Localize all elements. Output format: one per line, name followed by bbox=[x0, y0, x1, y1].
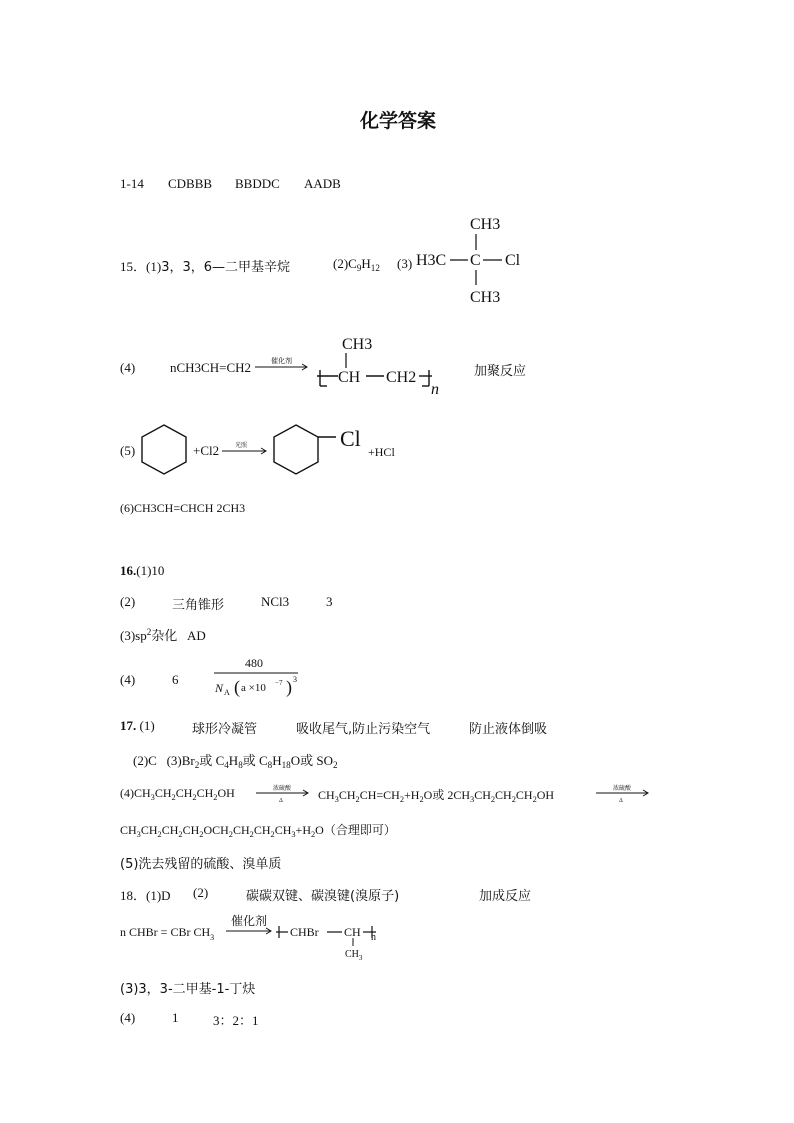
q18-p2-groups: 碳碳双键、碳溴键(溴原子) bbox=[246, 889, 400, 904]
q15-p2: $(2)C_9H_{12}$ bbox=[333, 256, 380, 273]
q18-prod-n: n bbox=[371, 932, 376, 943]
q15-p5-hcl: +HCl bbox=[368, 445, 395, 459]
q17-p1-label: 17. (1) bbox=[120, 718, 155, 733]
q15-number: 15．(1)3，3，6—二甲基辛烷 bbox=[120, 259, 291, 275]
struct-right-cl: Cl bbox=[505, 252, 521, 269]
page-title: 化学答案 bbox=[360, 110, 437, 132]
fraction-inner: a ×10 bbox=[241, 682, 266, 694]
q16-p2-label: (2) bbox=[120, 594, 136, 609]
cyclohexane-ring bbox=[140, 424, 192, 476]
q17-p4-right1: $CH_3CH_2CH=CH_2+H_2O$或 $2CH_3CH_2CH_2CH_2OH$ bbox=[318, 788, 555, 804]
q18-p2-label: (2) bbox=[193, 885, 209, 900]
arrow2-catalyst: 浓硫酸 bbox=[613, 785, 632, 792]
q15-p4-type: 加聚反应 bbox=[474, 364, 527, 379]
q17-p1-c: 防止液体倒吸 bbox=[469, 722, 548, 737]
q15-p5-label: (5) bbox=[120, 443, 136, 458]
q17-p4-arrow-1 bbox=[256, 783, 312, 805]
q16-p2-value: 3 bbox=[326, 594, 333, 609]
q18-p4-b: 3：2：1 bbox=[213, 1013, 259, 1028]
polymer-ch2: CH2 bbox=[386, 369, 417, 386]
q15-p6: (6)CH3CH=CHCH 2CH3 bbox=[120, 501, 246, 515]
q18-p4-label: (4) bbox=[120, 1010, 136, 1025]
q16-p2-shape: 三角锥形 bbox=[172, 598, 225, 613]
q15-p5-arrow bbox=[222, 440, 270, 460]
q17-p2-p3: (2)C $(3)Br_2$或 $C_4H_8$或 $C_8H_{18}O$或 $SO_2$ bbox=[133, 753, 338, 770]
polymer-n: n bbox=[431, 381, 439, 398]
q17-p5: (5)洗去残留的硫酸、溴单质 bbox=[120, 857, 282, 872]
chlorocyclohexane bbox=[272, 424, 372, 476]
q15-p4-arrow bbox=[255, 356, 311, 376]
q15-p1-answer: 3，3，6—二甲基辛烷 bbox=[161, 260, 291, 275]
mc-group-3: AADB bbox=[304, 176, 341, 191]
q18-p1: 18．(1)D bbox=[120, 888, 171, 903]
q16-p4-label: (4) bbox=[120, 672, 136, 687]
arrow1-heat: Δ bbox=[279, 798, 283, 804]
q17-p4-arrow-2 bbox=[596, 783, 652, 805]
fraction-inner-exp: −7 bbox=[275, 679, 283, 687]
q17-p4-line2: $CH_3CH_2CH_2CH_2OCH_2CH_2CH_2CH_3+H_2O$（合理即可） bbox=[120, 823, 396, 839]
struct-center-c: C bbox=[470, 252, 481, 269]
fraction-numerator: 480 bbox=[245, 656, 263, 670]
fraction-na: N bbox=[215, 681, 224, 695]
q18-reaction bbox=[120, 912, 390, 964]
q18-reactant: n CHBr = CBr $CH_3$ bbox=[120, 925, 215, 942]
q15-p3-label: (3) bbox=[397, 256, 413, 271]
q16-p4-fraction bbox=[212, 654, 312, 700]
mc-group-1: CDBBB bbox=[168, 176, 213, 191]
q17-p1-b: 吸收尾气,防止污染空气 bbox=[296, 722, 431, 737]
arrow2-heat: Δ bbox=[619, 798, 623, 804]
q16-p2-formula: NCl3 bbox=[261, 594, 290, 609]
q18-p3: (3)3，3-二甲基-1-丁炔 bbox=[120, 982, 256, 997]
q15-p4-catalyst: 催化剂 bbox=[271, 357, 292, 365]
arrow1-catalyst: 浓硫酸 bbox=[273, 785, 292, 792]
fraction-outer-exp: 3 bbox=[293, 675, 297, 684]
mc-group-2: BBDDC bbox=[235, 176, 280, 191]
chloro-label: Cl bbox=[340, 426, 361, 451]
q15-p4-label: (4) bbox=[120, 360, 136, 375]
polymer-methyl: CH3 bbox=[342, 336, 373, 353]
struct-left-h3c: H3C bbox=[416, 252, 447, 269]
fraction-na-sub: A bbox=[224, 688, 230, 697]
fraction-paren-left: ( bbox=[234, 677, 240, 697]
fraction-paren-right: ) bbox=[286, 677, 292, 697]
q15-structure-diagram bbox=[410, 212, 540, 312]
q18-prod-ch: CH bbox=[344, 925, 361, 939]
q15-p2-formula: $C_9H_{12}$ bbox=[348, 256, 380, 273]
q15-p5-reagent: +Cl2 bbox=[193, 443, 220, 458]
struct-top-ch3: CH3 bbox=[470, 216, 501, 233]
q18-prod-chbr: CHBr bbox=[290, 925, 319, 939]
q16-p1: 16.(1)10 bbox=[120, 563, 165, 578]
q16-p4-value: 6 bbox=[172, 672, 179, 687]
q17-p1-a: 球形冷凝管 bbox=[192, 722, 258, 737]
q18-p2-type: 加成反应 bbox=[479, 889, 532, 904]
q16-p3: $(3)sp^2$杂化 AD bbox=[120, 627, 206, 644]
q17-p4-left1: $(4)CH_3CH_2CH_2CH_2OH$ bbox=[120, 786, 235, 802]
mc-range: 1-14 bbox=[120, 176, 144, 191]
q15-p4-reactant: nCH3CH=CH2 bbox=[170, 360, 252, 375]
q15-p5-condition: 光照 bbox=[235, 442, 248, 449]
q18-catalyst: 催化剂 bbox=[231, 914, 268, 928]
q18-p4-a: 1 bbox=[172, 1010, 179, 1025]
polymer-ch: CH bbox=[338, 369, 361, 386]
struct-bottom-ch3: CH3 bbox=[470, 289, 501, 306]
q15-p4-polymer bbox=[316, 330, 451, 396]
q18-prod-methyl: $CH_3$ bbox=[345, 949, 363, 962]
